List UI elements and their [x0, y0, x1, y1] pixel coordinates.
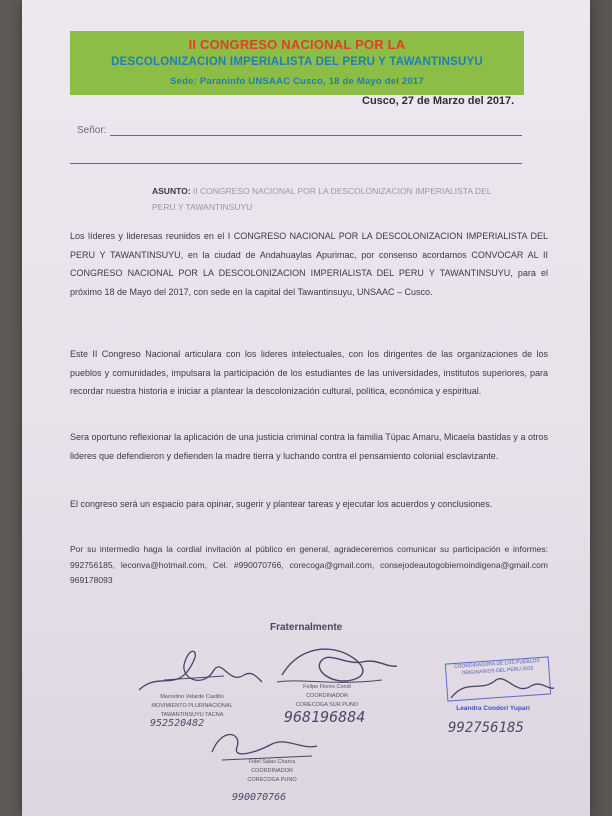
header-banner: [70, 31, 524, 95]
signatory-3-phone: 992756185: [448, 720, 524, 736]
signature-3: [446, 668, 556, 708]
subject-block: [152, 183, 512, 215]
signatory-1-name: Marcelino Velarde Castillo: [160, 694, 224, 700]
document-date: Cusco, 27 de Marzo del 2017.: [362, 95, 515, 107]
document-sheet: [22, 0, 590, 816]
signatory-2: [272, 683, 382, 710]
paragraph-1: Los líderes y lideresas reunidos en el I CONGRESO NACIONAL POR LA DESCOLONIZACION IMPERIALISTA DEL PERU Y TAWANTINSUYU, en la ciudad de Andahuaylas Apurimac, por consenso acordamos CONVOCAR AL II CONGRESO NACIONAL POR LA DESCOLONIZACION IMPERIALISTA DEL PERU Y TAWANTINSUYU, para el próximo 18 de Mayo del 2017, con sede en la capital del Tawantinsuyu, UNSAAC – Cusco.: [70, 231, 548, 297]
paragraph-4: El congreso será un espacio para opinar, sugerir y plantear tareas y ejecutar los acuerdos y conclusiones.: [70, 499, 493, 509]
stamp-text: COORDINADORA DE LOS PUEBLOS ORIGINARIOS DEL PERU 2015: [453, 658, 540, 677]
signatory-1-phone: 952520482: [150, 718, 205, 729]
subject-text: II CONGRESO NACIONAL POR LA DESCOLONIZACION IMPERIALISTA DEL PERU Y TAWANTINSUYU: [152, 186, 492, 212]
signatory-1: [132, 693, 252, 720]
signatory-4-name: Fidel Salas Charca: [248, 759, 296, 765]
signatory-4: [222, 758, 322, 785]
header-venue: Sede: Paraninfo UNSAAC Cusco, 18 de Mayo del 2017: [170, 76, 424, 87]
recipient-label: Señor:: [77, 125, 107, 136]
signatory-2-role: COORDINADOR: [306, 693, 348, 699]
signatory-4-phone: 990070766: [232, 792, 287, 803]
signatory-2-org: CORECOGA SUR PUNO: [295, 702, 359, 708]
paragraph-3: Sera oportuno reflexionar la aplicación de una justicia criminal contra la familia Túpac Amaru, Micaela bastidas y a otros lideres que defendieron y defienden la madre tierra y luchando contra el pensamiento colonial esclavizante.: [70, 432, 548, 461]
signatory-1-org: TAWANTINSUYU TACNA: [160, 712, 224, 718]
recipient-line-2: [70, 163, 522, 164]
signatory-4-role: COORDINADOR: [251, 768, 293, 774]
signatory-2-phone: 968196884: [284, 708, 366, 726]
signature-2: [262, 630, 402, 690]
header-subtitle: DESCOLONIZACION IMPERIALISTA DEL PERU Y TAWANTINSUYU: [111, 56, 483, 68]
subject-label: ASUNTO:: [152, 186, 191, 196]
paragraph-2: Este II Congreso Nacional articulara con los lideres intelectuales, con los dirigentes de las organizaciones de los pueblos y comunidades, impulsara la participación de los estudiantes de las universidades, institutos superiores, para recordar nuestra historia e iniciar a plantear la descolonización cultural, política, económica y espiritual.: [70, 349, 548, 396]
closing-text: Fraternalmente: [270, 622, 343, 633]
header-title: II CONGRESO NACIONAL POR LA: [188, 37, 406, 52]
signatory-1-role: MOVIMIENTO PLURINACIONAL: [151, 703, 233, 709]
signatory-4-org: CORECOGA PUNO: [247, 777, 297, 783]
signatory-3-name: Leandra Condori Yupari: [456, 705, 530, 712]
paragraph-contact: Por su intermedio haga la cordial invitación al público en general, agradeceremos comunicar su participación e informes: 992756185, leconva@hotmail.com, Cel. #990070766, corecoga@gmail.com, consejodeautogobiernoindigena@gmail.com 969178093: [70, 544, 548, 585]
signatory-2-name: Felipe Flores Condi: [303, 684, 351, 690]
recipient-line-1: [110, 135, 522, 136]
signature-1: [134, 640, 264, 700]
